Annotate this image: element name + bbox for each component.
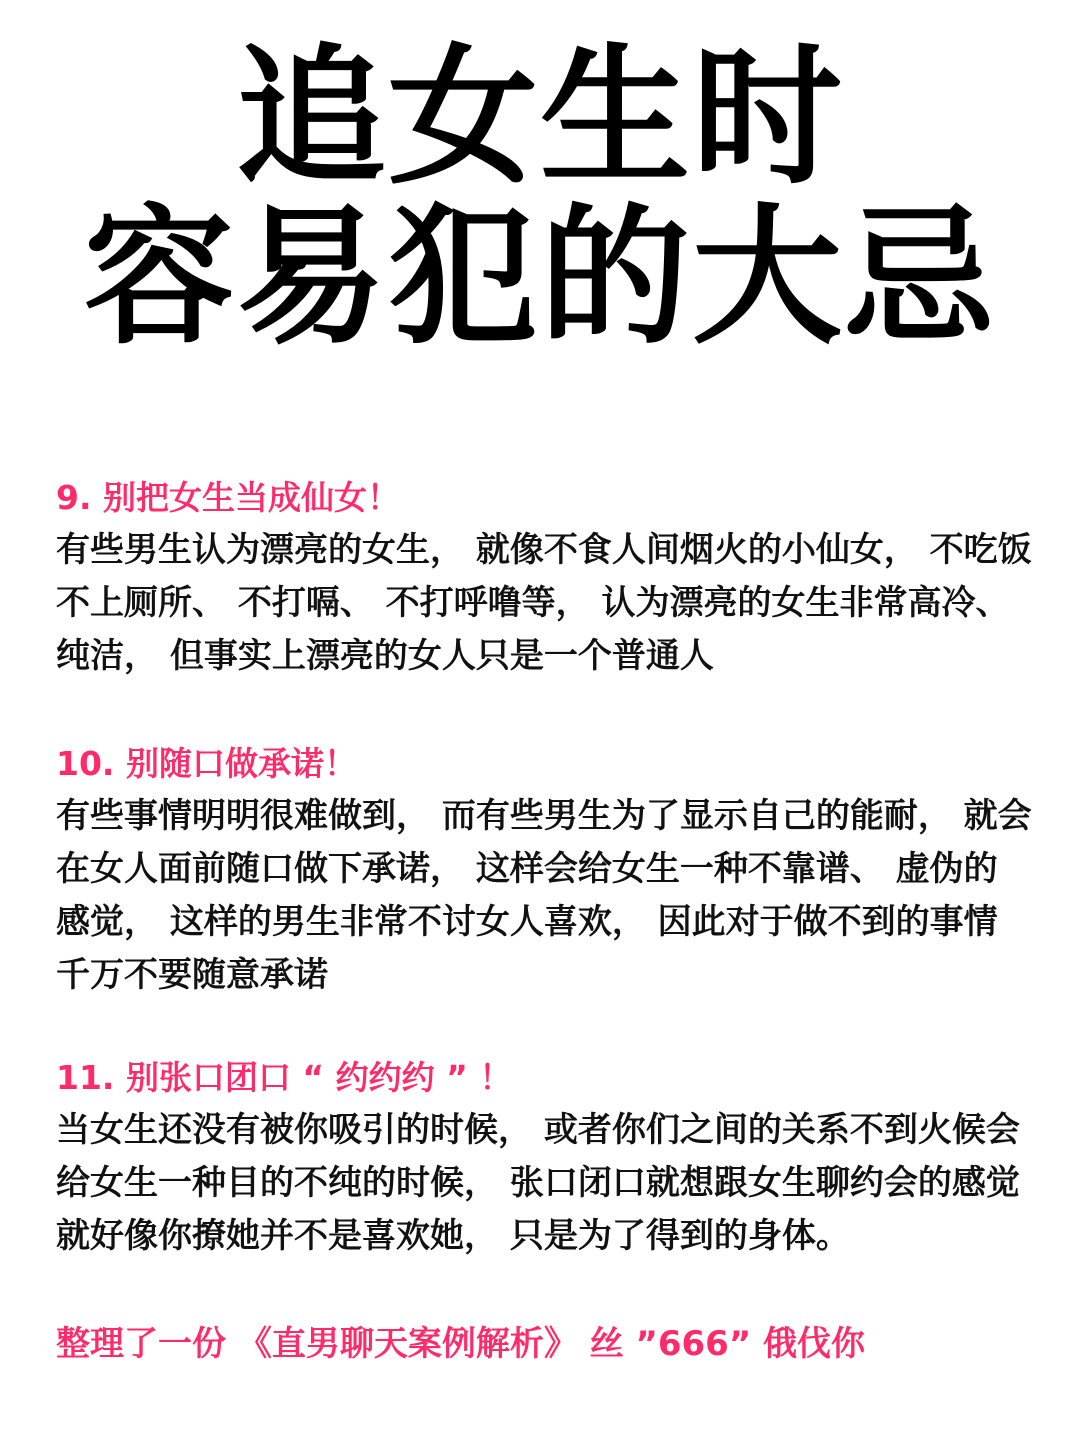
- tip-body-line: 给女生一种目的不纯的时候， 张口闭口就想跟女生聊约会的感觉: [56, 1163, 1020, 1203]
- tip-section-9: [56, 478, 1066, 683]
- tip-body-line: 就好像你撩她并不是喜欢她， 只是为了得到的身体。: [56, 1216, 850, 1256]
- tip-section-11: [56, 1058, 1066, 1263]
- tip-body-line: 千万不要随意承诺: [56, 955, 328, 995]
- tip-section-10: [56, 744, 1066, 1002]
- tip-body-line: 当女生还没有被你吸引的时候， 或者你们之间的关系不到火候会: [56, 1110, 1020, 1150]
- tip-heading: 9. 别把女生当成仙女！: [56, 478, 400, 517]
- title-line-2: 容易犯的大忌: [83, 191, 996, 365]
- footer-promo-text: 整理了一份 《直男聊天案例解析》 丝 ”666” 俄伐你: [56, 1324, 866, 1364]
- tip-body-line: 不上厕所、 不打嗝、 不打呼噜等， 认为漂亮的女生非常高冷、: [56, 583, 1010, 623]
- tip-body-line: 有些事情明明很难做到， 而有些男生为了显示自己的能耐， 就会: [56, 796, 1032, 836]
- tip-heading: 11. 别张口团口 “ 约约约 ” ！: [56, 1058, 513, 1097]
- tip-heading: 10. 别随口做承诺！: [56, 744, 357, 783]
- tip-body-line: 感觉， 这样的男生非常不讨女人喜欢， 因此对于做不到的事情: [56, 902, 998, 942]
- tip-body-line: 在女人面前随口做下承诺， 这样会给女生一种不靠谱、 虚伪的: [56, 849, 998, 889]
- page-title: [0, 31, 1080, 365]
- title-line-1: 追女生时: [235, 31, 844, 205]
- tip-body-line: 有些男生认为漂亮的女生， 就像不食人间烟火的小仙女， 不吃饭: [56, 530, 1032, 570]
- tip-body-line: 纯洁， 但事实上漂亮的女人只是一个普通人: [56, 636, 714, 676]
